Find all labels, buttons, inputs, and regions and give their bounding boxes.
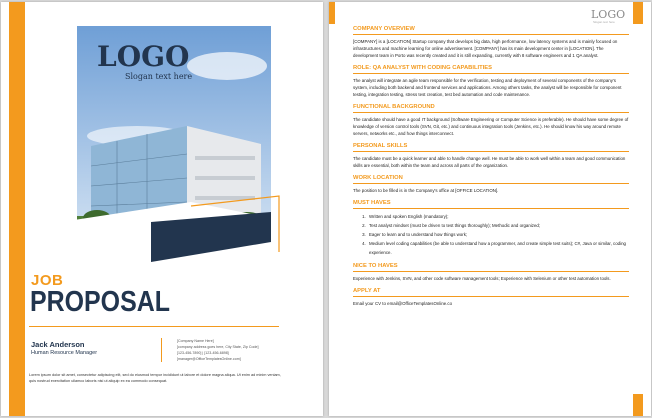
- list-item: 4. Medium level coding capabilities (be able to understand how a programmer, and create simple test suits); C#, Java or similar, coding experience.: [367, 239, 629, 257]
- photo-shapes: [1, 192, 323, 262]
- contact-company: [Company Name Here]: [177, 339, 214, 343]
- heading-company-overview: COMPANY OVERVIEW: [353, 26, 629, 35]
- contact-phone: [123-456-7890] | [123-456-6898]: [177, 351, 229, 355]
- text-role: The analyst will integrate an agile team responsible for the verification, testing and deployment of several components of the company's system, including both backend and frontend services and applications. Among others tasks, the analyst will be responsible for component testing, integration testing, stress test creation, test bed automation and code maintenance.: [353, 78, 622, 97]
- heading-apply-at: APPLY AT: [353, 288, 629, 297]
- title-job: JOB: [31, 272, 64, 289]
- list-item: 2. Test analyst mindset (must be driven to test things thoroughly); Methodic and organized;: [367, 221, 629, 230]
- contact-block: [177, 338, 259, 362]
- title-divider: [29, 326, 279, 327]
- text-nice-to-haves: Experience with Jenkins, SVN, and other code software management tools; Experience with Selenium or other test automation tools.: [353, 276, 611, 281]
- text-company-overview: [COMPANY] is a [LOCATION] Startup company that develops big data, high performance, low latency systems and is mainly focused on infrastructures and machine learning for online advertisement. [COMPANY] has its main development center in [LOCATION]. The development team in Porto was recently created and it is still expanding, currently with 8 software engineers and 1 QA analyst.: [353, 39, 618, 58]
- bottom-right-accent: [633, 394, 643, 416]
- top-right-accent: [633, 2, 643, 24]
- heading-functional-background: FUNCTIONAL BACKGROUND: [353, 104, 629, 113]
- must-haves-list: [353, 212, 629, 257]
- title-proposal: PROPOSAL: [30, 286, 170, 318]
- text-functional-background: The candidate should have a good IT background (Software Engineering or Computer Science is preferable). He should have some degree of knowledge of version control tools (SVN, Git, etc.) and continuous integration tools (Jenkins, etc.). He should know his way around remote servers, networks etc., and how things interconnect.: [353, 117, 629, 136]
- contact-address: [company address goes here, City State, Zip Code]: [177, 345, 259, 349]
- contact-email: [manager@OfficeTemplatesOnline.com]: [177, 357, 241, 361]
- cover-page: [1, 2, 323, 416]
- proposal-body: [353, 26, 629, 307]
- contact-divider: [161, 338, 162, 362]
- text-apply-at: Email your CV to email@OfficeTemplatesOnline.co: [353, 301, 453, 306]
- top-left-accent: [329, 2, 335, 24]
- heading-nice-to-haves: NICE TO HAVES: [353, 263, 629, 272]
- list-item: 1. Written and spoken English (mandatory);: [367, 212, 629, 221]
- cover-blurb: Lorem ipsum dolor sit amet, consectetur adipiscing elit, sed do eiusmod tempor incididunt ut labore et dolore magna aliqua. Ut enim ad minim veniam, quis nostrud exercitation ullamco laboris nisi ut aliquip ex ea commodo consequat.: [29, 373, 281, 383]
- heading-work-location: WORK LOCATION: [353, 175, 629, 184]
- author-role: Human Resource Manager: [31, 350, 98, 356]
- slogan-text: Slogan text here: [125, 72, 193, 81]
- cover-logo: [97, 42, 197, 81]
- text-work-location: The position to be filled is in the Company's office at [OFFICE LOCATION].: [353, 188, 499, 193]
- content-page: [329, 2, 651, 416]
- text-personal-skills: The candidate must be a quick learner and able to handle change well. He must be able to work well within a team and good communication skills are essential, both within the team and across all parts of the organization.: [353, 156, 626, 168]
- heading-personal-skills: PERSONAL SKILLS: [353, 143, 629, 152]
- logo-text: LOGO: [97, 40, 190, 73]
- header-logo: LOGO: [591, 8, 626, 21]
- heading-role: ROLE: QA ANALYST WITH CODING CAPABILITIES: [353, 65, 629, 74]
- author-name: Jack Anderson: [31, 340, 85, 349]
- list-item: 3. Eager to learn and to understand how things work;: [367, 230, 629, 239]
- header-slogan: Slogan text here: [593, 20, 615, 24]
- heading-must-haves: MUST HAVES: [353, 200, 629, 209]
